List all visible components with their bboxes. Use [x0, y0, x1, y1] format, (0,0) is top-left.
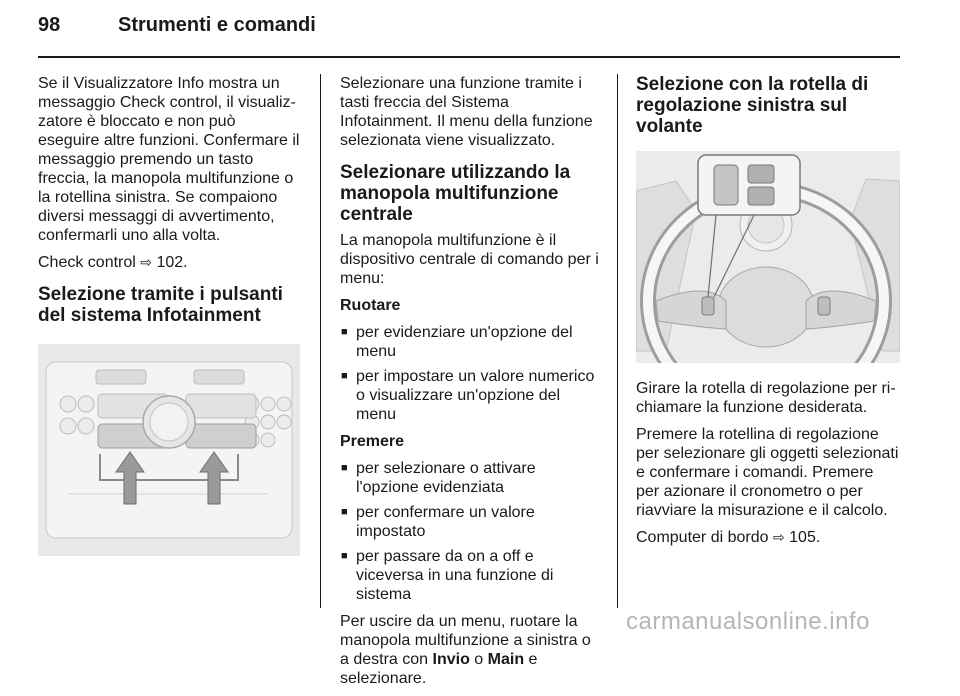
- page-number: 98: [38, 14, 61, 36]
- list-item: ■ per selezionare o attivare l'opzione evidenziata: [340, 459, 602, 497]
- cross-reference: [636, 528, 900, 547]
- list-item: ■ per confermare un valore impostato: [340, 503, 602, 541]
- list-item: ■ per impostare un valore numerico o visualizzare un'opzione del menu: [340, 367, 602, 424]
- exit-paragraph: [340, 612, 602, 688]
- main-label: Main: [487, 651, 525, 668]
- exit-text-after: e selezionare.: [340, 651, 538, 687]
- list-item: ■ per evidenziare un'opzione del menu: [340, 323, 602, 361]
- steering-wheel-figure: [636, 151, 900, 363]
- exit-text-before: Per uscire da un menu, ruotare la manopola multifunzione a sinistra o a destra con: [340, 613, 591, 668]
- section-heading: Selezione tramite i pulsanti del sistema Infotainment: [38, 284, 283, 326]
- intro-paragraph: Selezionare una funzione tramite i tasti freccia del Sistema Infotainment. Il menu della funzione selezionata viene visualizzato.: [340, 75, 593, 149]
- turn-paragraph: Girare la rotella di regolazione per richiamare la funzione desiderata.: [636, 380, 896, 416]
- invio-label: Invio: [432, 651, 470, 668]
- page-title: Strumenti e comandi: [118, 14, 316, 36]
- exit-text-mid: o: [469, 651, 488, 668]
- reference-arrow-icon: ⇨: [140, 254, 153, 270]
- column-3: [636, 74, 900, 555]
- cross-reference-label: Computer di bordo: [636, 529, 769, 546]
- section-heading: Selezionare utilizzando la manopola multifunzione centrale: [340, 162, 571, 225]
- column-1: [38, 74, 300, 556]
- subheading-rotate: Ruotare: [340, 297, 401, 314]
- cross-reference-label: Check control: [38, 254, 136, 271]
- reference-arrow-icon: ⇨: [772, 529, 785, 545]
- infotainment-buttons-figure: [38, 344, 300, 556]
- column-divider-2: [617, 74, 618, 608]
- subheading-press: Premere: [340, 433, 405, 450]
- intro-paragraph: Se il Visualizzatore Info mostra un messaggio Check control, il visualizzatore è bloccato e non può eseguire altre funzioni. Confermare il messaggio premendo un tasto freccia, la manopola multifunzione o la rotellina sinistra. Se compaiono diversi messaggi di avvertimento, confermarli uno alla volta.: [38, 75, 300, 244]
- cross-reference-page: 105.: [789, 529, 821, 546]
- section-heading: Selezione con la rotella di regolazione sinistra sul volante: [636, 74, 869, 137]
- cross-reference: [38, 253, 300, 272]
- watermark: carmanualsonline.info: [626, 608, 870, 635]
- column-divider-1: [320, 74, 321, 608]
- press-list: [340, 459, 602, 604]
- column-2: [340, 74, 602, 696]
- header-divider: [38, 56, 900, 58]
- cross-reference-page: 102.: [156, 254, 188, 271]
- rotate-list: [340, 323, 602, 424]
- list-item: ■ per passare da on a off e viceversa in una funzione di sistema: [340, 547, 602, 604]
- press-paragraph: Premere la rotellina di regolazione per selezionare gli oggetti selezionati e confermare i comandi. Premere per azionare il cronometro o per riavviare la misurazione e il calcolo.: [636, 426, 899, 519]
- lead-paragraph: La manopola multifunzione è il dispositivo centrale di comando per i menu:: [340, 232, 599, 287]
